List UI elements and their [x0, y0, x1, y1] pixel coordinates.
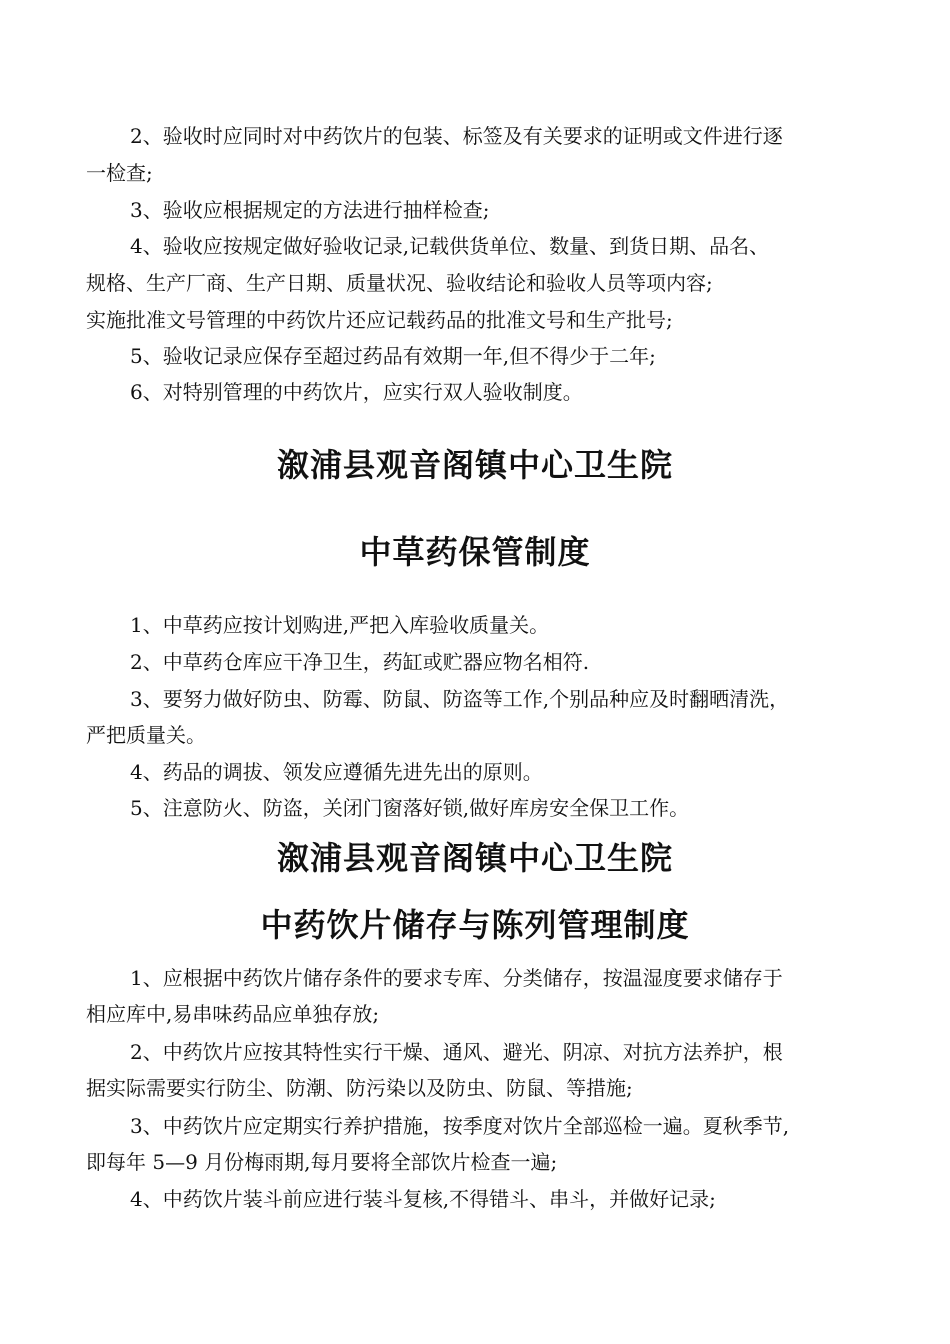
paragraph-line: 5、注意防火、防盗，关闭门窗落好锁,做好库房安全保卫工作。: [130, 796, 690, 820]
paragraph-line: 4、验收应按规定做好验收记录,记载供货单位、数量、到货日期、品名、: [130, 234, 770, 258]
paragraph-line: 严把质量关。: [86, 723, 206, 747]
paragraph-line: 6、对特别管理的中药饮片，应实行双人验收制度。: [130, 380, 583, 404]
paragraph-line: 3、要努力做好防虫、防霉、防鼠、防盗等工作,个别品种应及时翻晒清洗，: [130, 687, 790, 711]
paragraph-line: 2、中草药仓库应干净卫生，药缸或贮器应物名相符.: [130, 650, 590, 674]
paragraph-line: 5、验收记录应保存至超过药品有效期一年,但不得少于二年;: [130, 344, 656, 368]
paragraph-line: 相应库中,易串味药品应单独存放;: [86, 1002, 380, 1026]
paragraph-line: 3、中药饮片应定期实行养护措施，按季度对饮片全部巡检一遍。夏秋季节,: [130, 1114, 790, 1138]
document-title: 中药饮片储存与陈列管理制度: [260, 906, 690, 944]
paragraph-line: 据实际需要实行防尘、防潮、防污染以及防虫、防鼠、等措施;: [86, 1076, 633, 1100]
paragraph-line: 4、中药饮片装斗前应进行装斗复核,不得错斗、串斗，并做好记录;: [130, 1187, 716, 1211]
paragraph-line: 2、中药饮片应按其特性实行干燥、通风、避光、阴凉、对抗方法养护，根: [130, 1040, 783, 1064]
paragraph-line: 3、验收应根据规定的方法进行抽样检查;: [130, 198, 490, 222]
paragraph-line: 规格、生产厂商、生产日期、质量状况、验收结论和验收人员等项内容;: [86, 271, 713, 295]
paragraph-line: 1、中草药应按计划购进,严把入库验收质量关。: [130, 613, 550, 637]
paragraph-line: 一检查;: [86, 161, 153, 185]
organization-heading: 溆浦县观音阁镇中心卫生院: [276, 446, 673, 484]
organization-heading: 溆浦县观音阁镇中心卫生院: [276, 839, 673, 877]
paragraph-line: 2、验收时应同时对中药饮片的包装、标签及有关要求的证明或文件进行逐: [130, 124, 783, 148]
document-title: 中草药保管制度: [359, 533, 591, 571]
paragraph-line: 4、药品的调拔、领发应遵循先进先出的原则。: [130, 760, 543, 784]
paragraph-line: 1、应根据中药饮片储存条件的要求专库、分类储存，按温湿度要求储存于: [130, 966, 783, 990]
paragraph-line: 即每年 5—9 月份梅雨期,每月要将全部饮片检查一遍;: [86, 1150, 558, 1174]
paragraph-line: 实施批准文号管理的中药饮片还应记载药品的批准文号和生产批号;: [86, 308, 673, 332]
